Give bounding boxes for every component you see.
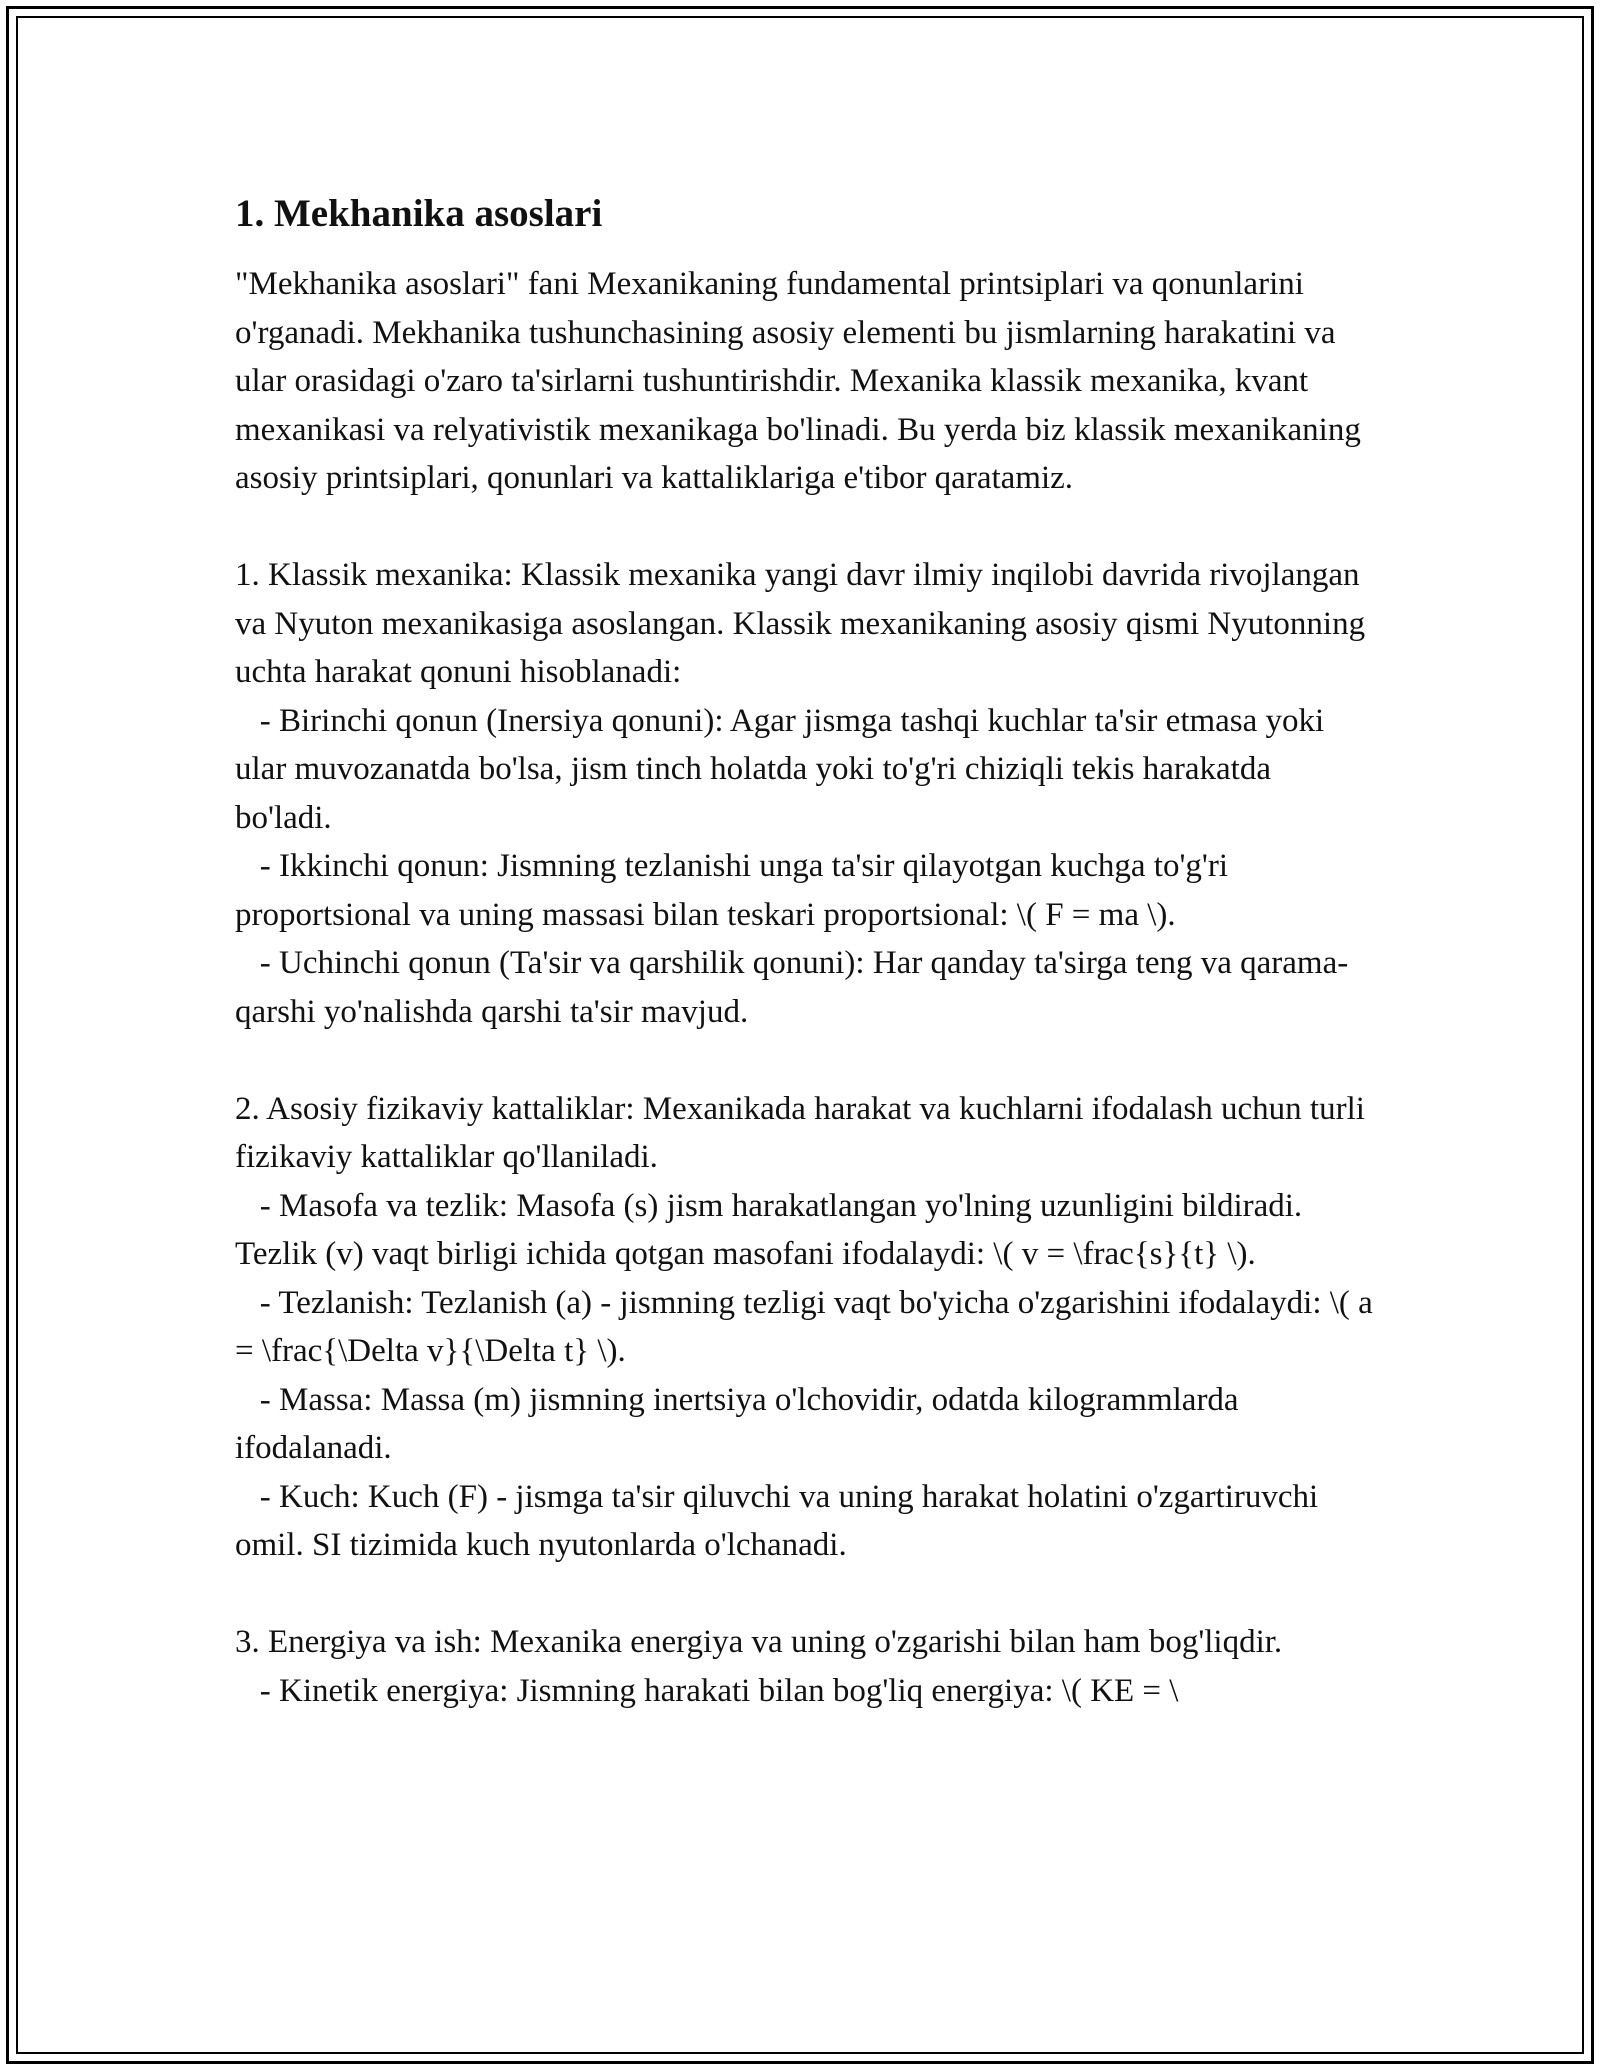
list-item: - Masofa va tezlik: Masofa (s) jism harakatlangan yo'lning uzunligini bildiradi. Tezlik (v) vaqt birligi ichida qotgan masofani ifodalaydi: \( v = \frac{s}{t} \). xyxy=(235,1187,1310,1272)
list-item: - Kuch: Kuch (F) - jismga ta'sir qiluvchi va uning harakat holatini o'zgartiruvchi omil. SI tizimida kuch nyutonlarda o'lchanadi. xyxy=(235,1478,1327,1563)
list-item: - Birinchi qonun (Inersiya qonuni): Agar jismga tashqi kuchlar ta'sir etmasa yoki ular muvozanatda bo'lsa, jism tinch holatda yoki to'g'ri chiziqli tekis harakatda bo'ladi. xyxy=(235,702,1333,836)
section-energy-and-work xyxy=(235,1618,1375,1715)
paragraph-gap xyxy=(235,1036,1375,1085)
list-item: - Massa: Massa (m) jismning inertsiya o'lchovidir, odatda kilogrammlarda ifodalanadi. xyxy=(235,1381,1247,1466)
list-item: - Tezlanish: Tezlanish (a) - jismning tezligi vaqt bo'yicha o'zgarishini ifodalaydi: \( a = \frac{\Delta v}{\Delta t} \). xyxy=(235,1284,1382,1369)
document-title: 1. Mekhanika asoslari xyxy=(235,192,603,235)
paragraph-gap xyxy=(235,503,1375,552)
paragraph-gap xyxy=(235,1570,1375,1619)
list-item: - Kinetik energiya: Jismning harakati bilan bog'liq energiya: \( KE = \ xyxy=(235,1672,1179,1709)
section-heading: 2. Asosiy fizikaviy kattaliklar: Mexanikada harakat va kuchlarni ifodalash uchun turli fizikaviy kattaliklar qo'llaniladi. xyxy=(235,1090,1374,1175)
list-item: - Ikkinchi qonun: Jismning tezlanishi unga ta'sir qilayotgan kuchga to'g'ri proportsional va uning massasi bilan teskari proportsional: \( F = ma \). xyxy=(235,848,1237,933)
section-heading: 1. Klassik mexanika: Klassik mexanika yangi davr ilmiy inqilobi davrida rivojlangan va Nyuton mexanikasiga asoslangan. Klassik mexanikaning asosiy qismi Nyutonning uchta harakat qonuni hisoblanadi: xyxy=(235,557,1374,690)
list-item: - Uchinchi qonun (Ta'sir va qarshilik qonuni): Har qanday ta'sirga teng va qarama-qarshi yo'nalishda qarshi ta'sir mavjud. xyxy=(235,945,1349,1030)
section-heading: 3. Energiya va ish: Mexanika energiya va uning o'zgarishi bilan ham bog'liqdir. xyxy=(235,1624,1283,1660)
section-physical-quantities xyxy=(235,1085,1382,1570)
section-classical-mechanics xyxy=(235,551,1375,1036)
document-body xyxy=(235,190,1382,1715)
intro-paragraph: "Mekhanika asoslari" fani Mexanikaning fundamental printsiplari va qonunlarini o'rganadi. Mekhanika tushunchasining asosiy elementi bu jismlarning harakatini va ular orasidagi o'zaro ta'sirlarni tushuntirishdir. Mexanika klassik mexanika, kvant mexanikasi va relyativistik mexanikaga bo'linadi. Bu yerda biz klassik mexanikaning asosiy printsiplari, qonunlari va kattaliklariga e'tibor qaratamiz. xyxy=(235,266,1370,496)
